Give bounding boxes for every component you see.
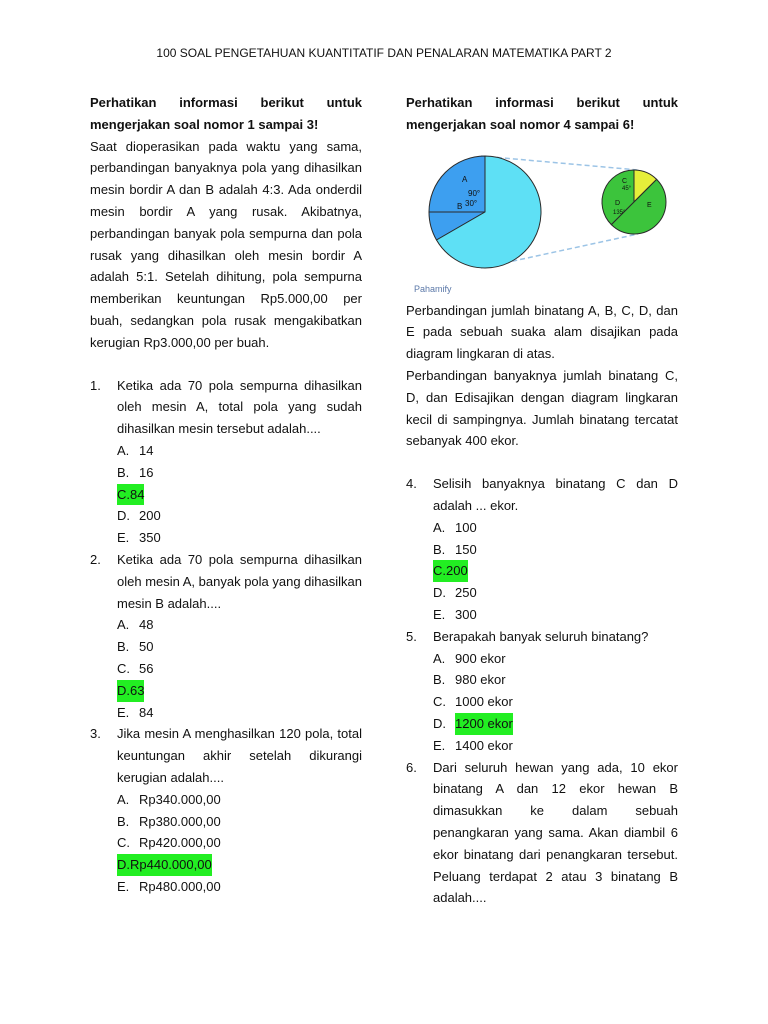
option-5c[interactable]: C. 1000 ekor: [433, 694, 513, 710]
label-d: D: [615, 199, 621, 207]
question-1: [90, 375, 362, 440]
option-2e[interactable]: E. 84: [117, 704, 154, 720]
option-3e[interactable]: E. Rp480.000,00: [117, 878, 221, 894]
option-1d[interactable]: D. 200: [117, 508, 161, 524]
option-1a[interactable]: A. 14: [117, 442, 154, 458]
label-angle-90: 90°: [468, 188, 481, 198]
small-pie: [602, 170, 666, 234]
instruction-heading-1: Perhatikan informasi berikut untuk: [406, 95, 678, 110]
instruction-heading-2: mengerjakan soal nomor 4 sampai 6!: [406, 116, 635, 132]
option-5d-answer[interactable]: D. 1200 ekor: [406, 713, 678, 735]
option-4b[interactable]: B. 150: [433, 541, 477, 557]
big-pie: [429, 156, 541, 268]
option-5e[interactable]: E. 1400 ekor: [433, 737, 513, 753]
question-number: 2.: [90, 551, 101, 567]
question-5: [406, 626, 678, 648]
question-number: 1.: [90, 377, 101, 393]
left-column: [90, 92, 362, 898]
option-4a[interactable]: A. 100: [433, 519, 477, 535]
question-text: Berapakah banyak seluruh binatang?: [433, 628, 649, 644]
question-text: Jika mesin A menghasilkan 120 pola, total keuntungan akhir setelah dikurangi kerugian adalah....: [117, 726, 362, 785]
question-text: Ketika ada 70 pola sempurna dihasilkan oleh mesin A, total pola yang sudah dihasilkan mesin tersebut adalah....: [117, 377, 362, 437]
passage-2: Perbandingan banyaknya jumlah binatang C, D, dan Edisajikan dengan diagram lingkaran kecil di sampingnya. Jumlah binatang tercatat sebanyak 400 ekor.: [406, 367, 678, 449]
question-text: Dari seluruh hewan yang ada, 10 ekor binatang A dan 12 ekor hewan B dimasukkan ke dalam sebuah penangkaran yang sama. Akan diambil 6 ekor binatang dari penangkaran tersebut. Peluang terdapat 2 atau 3 binatang B adalah....: [433, 759, 678, 906]
option-1b[interactable]: B. 16: [117, 464, 154, 480]
question-number: 6.: [406, 759, 417, 775]
question-number: 4.: [406, 476, 417, 492]
passage-1: Perbandingan jumlah binatang A, B, C, D, dan E pada sebuah suaka alam disajikan pada diagram lingkaran di atas.: [406, 302, 678, 362]
instruction-heading-2: mengerjakan soal nomor 1 sampai 3!: [90, 116, 319, 132]
option-3b[interactable]: B. Rp380.000,00: [117, 813, 221, 829]
question-text: Selisih banyaknya binatang C dan D adalah ... ekor.: [433, 476, 678, 513]
question-number: 5.: [406, 628, 417, 644]
label-a: A: [462, 174, 468, 184]
question-6: [406, 757, 678, 910]
label-c: C: [622, 177, 628, 185]
option-1c-answer[interactable]: C.84: [90, 484, 362, 506]
page-title: 100 SOAL PENGETAHUAN KUANTITATIF DAN PENALARAN MATEMATIKA PART 2: [156, 46, 612, 60]
label-angle-135: 135°: [613, 209, 626, 216]
option-2c[interactable]: C. 56: [117, 660, 154, 676]
question-3: [90, 723, 362, 788]
watermark-logo: Pahamify: [414, 283, 452, 294]
label-angle-45: 45°: [622, 185, 632, 192]
right-column: [406, 92, 678, 909]
question-4: [406, 473, 678, 517]
question-text: Ketika ada 70 pola sempurna dihasilkan oleh mesin A, banyak pola yang dihasilkan mesin B adalah....: [117, 551, 362, 611]
option-3d-answer[interactable]: D.Rp440.000,00: [90, 854, 362, 876]
option-4c-answer[interactable]: C.200: [406, 560, 678, 582]
pie-charts-svg: [406, 140, 678, 300]
option-2d-answer[interactable]: D.63: [90, 680, 362, 702]
option-4e[interactable]: E. 300: [433, 606, 477, 622]
label-angle-30: 30°: [465, 198, 478, 208]
option-1e[interactable]: E. 350: [117, 530, 161, 546]
option-5a[interactable]: A. 900 ekor: [433, 650, 506, 666]
option-4d[interactable]: D. 250: [433, 585, 477, 601]
question-number: 3.: [90, 726, 101, 742]
pie-chart-figure: [406, 140, 678, 300]
option-5b[interactable]: B. 980 ekor: [433, 672, 506, 688]
label-e: E: [647, 201, 652, 209]
label-b: B: [457, 201, 463, 211]
option-3c[interactable]: C. Rp420.000,00: [117, 835, 221, 851]
option-3a[interactable]: A. Rp340.000,00: [117, 791, 221, 807]
option-2b[interactable]: B. 50: [117, 639, 154, 655]
passage: Saat dioperasikan pada waktu yang sama, perbandingan banyaknya pola yang dihasilkan mesin bordir A dan B adalah 4:3. Ada onderdil mesin bordir A yang rusak. Akibatnya, perbandingan banyak pola sempurna dan pola rusak yang dihasilkan oleh mesin bordir A adalah 5:1. Setelah dihitung, pola sempurna memberikan keuntungan Rp5.000,00 per buah, sedangkan pola rusak mengakibatkan kerugian Rp3.000,00 per buah.: [90, 138, 362, 350]
option-2a[interactable]: A. 48: [117, 617, 154, 633]
question-2: [90, 549, 362, 614]
instruction-heading-1: Perhatikan informasi berikut untuk: [90, 95, 362, 110]
